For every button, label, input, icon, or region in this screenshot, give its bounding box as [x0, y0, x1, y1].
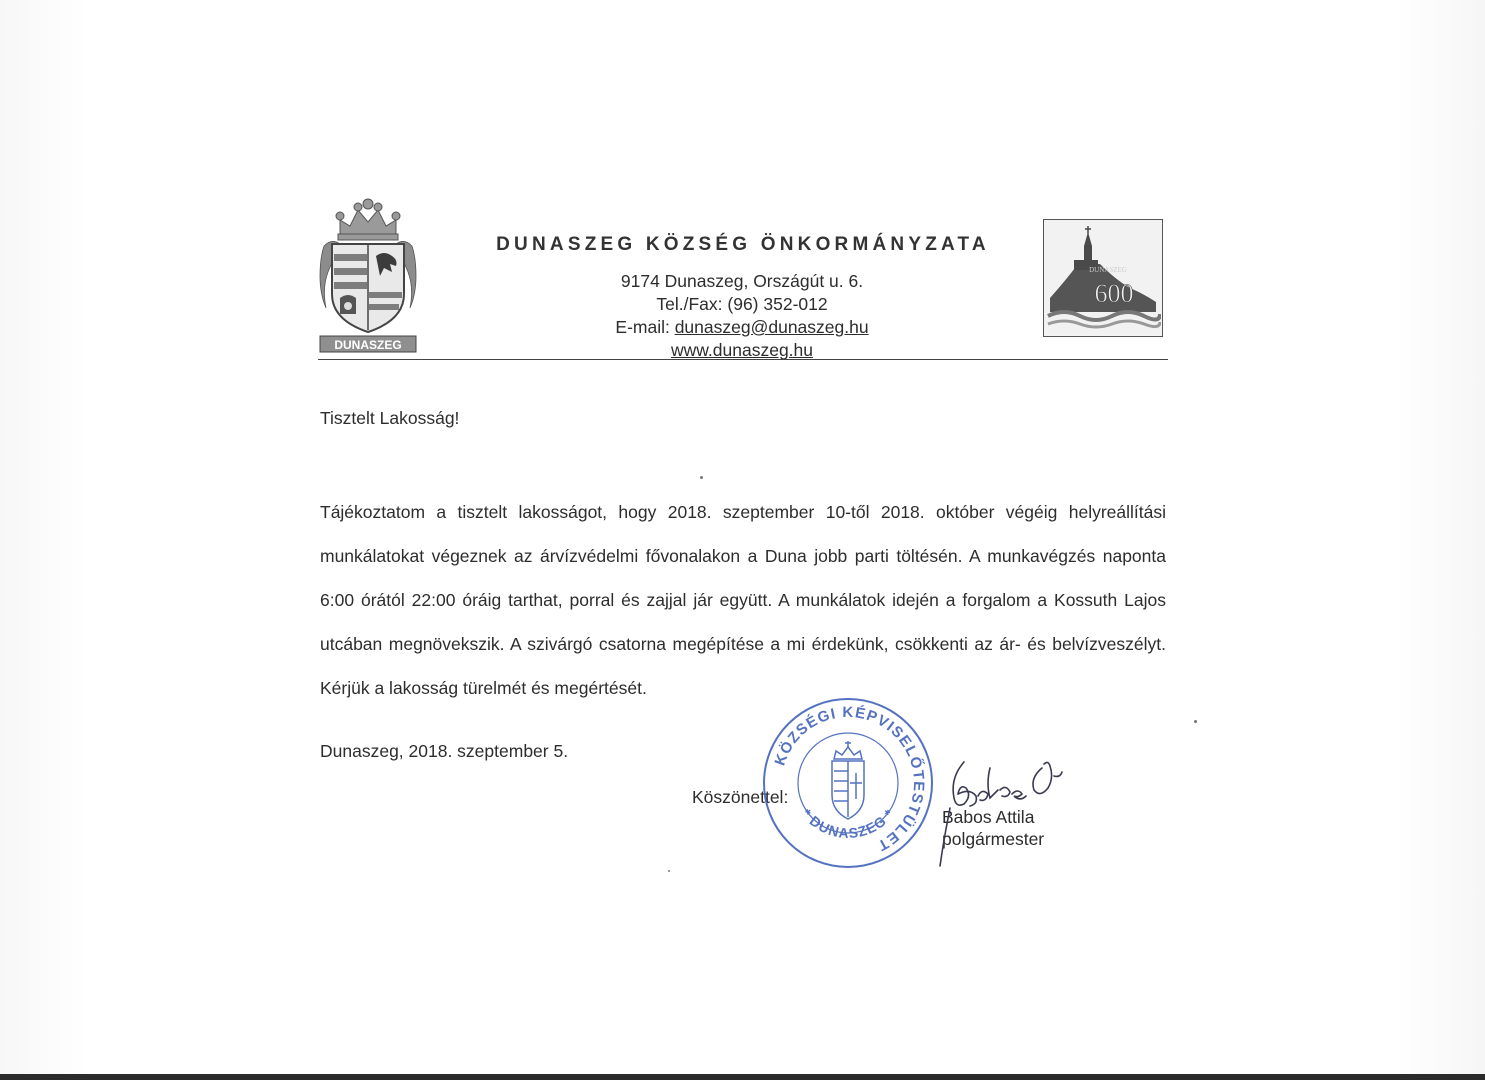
scan-edge: [0, 1074, 1485, 1080]
signer-name: Babos Attila: [942, 807, 1035, 827]
church-badge-icon: [1044, 220, 1161, 335]
scan-speck: [700, 476, 703, 479]
stamp-seal-icon: [760, 695, 936, 871]
anniversary-badge: [1043, 219, 1163, 337]
organization-name: DUNASZEG KÖZSÉG ÖNKORMÁNYZATA: [496, 234, 990, 255]
badge-number: 600: [1094, 279, 1134, 308]
badge-label: DUNASZEG: [1089, 266, 1127, 274]
stamp-ring-text: KÖZSÉGI KÉPVISELŐTESTÜLET: [771, 703, 928, 855]
website-link[interactable]: www.dunaszeg.hu: [670, 340, 814, 360]
phone: Tel./Fax: (96) 352-012: [656, 294, 828, 314]
header-divider: [318, 359, 1168, 360]
closing: Köszönettel:: [692, 787, 789, 807]
email-label: E-mail:: [615, 317, 675, 337]
stamp-bottom-text: * DUNASZEG *: [798, 805, 898, 842]
scan-speck: [1194, 720, 1197, 723]
scan-speck: [668, 870, 670, 872]
salutation: Tisztelt Lakosság!: [320, 408, 460, 428]
handwritten-signature: [920, 738, 1080, 868]
address: 9174 Dunaszeg, Országút u. 6.: [620, 271, 864, 291]
letter-body: Tájékoztatom a tisztelt lakosságot, hogy 2018. szeptember 10-től 2018. október végéig helyreállítási munkálatokat végeznek az árvízvédelmi fővonalakon a Duna jobb parti töltésén. A munkavégzés naponta 6:00 órától 22:00 óráig tarthat, porral és zajjal jár együtt. A munkálatok idején a forgalom a Kossuth Lajos utcában megnövekszik. A szivárgó csatorna megépítése a mi érdekünk, csökkenti az ár- és belvízveszélyt. Kérjük a lakosság türelmét és megértését.: [320, 502, 1166, 698]
contact-block: [482, 270, 1002, 362]
coat-of-arms: [318, 198, 418, 356]
email-line: [482, 316, 1002, 339]
coat-of-arms-label: DUNASZEG: [334, 338, 402, 352]
signer-title: polgármester: [942, 829, 1045, 849]
signature: [920, 738, 1080, 868]
official-stamp: [760, 695, 936, 871]
coat-of-arms-icon: [318, 198, 418, 356]
letter-date: Dunaszeg, 2018. szeptember 5.: [320, 741, 569, 761]
email-link[interactable]: dunaszeg@dunaszeg.hu: [674, 317, 869, 337]
